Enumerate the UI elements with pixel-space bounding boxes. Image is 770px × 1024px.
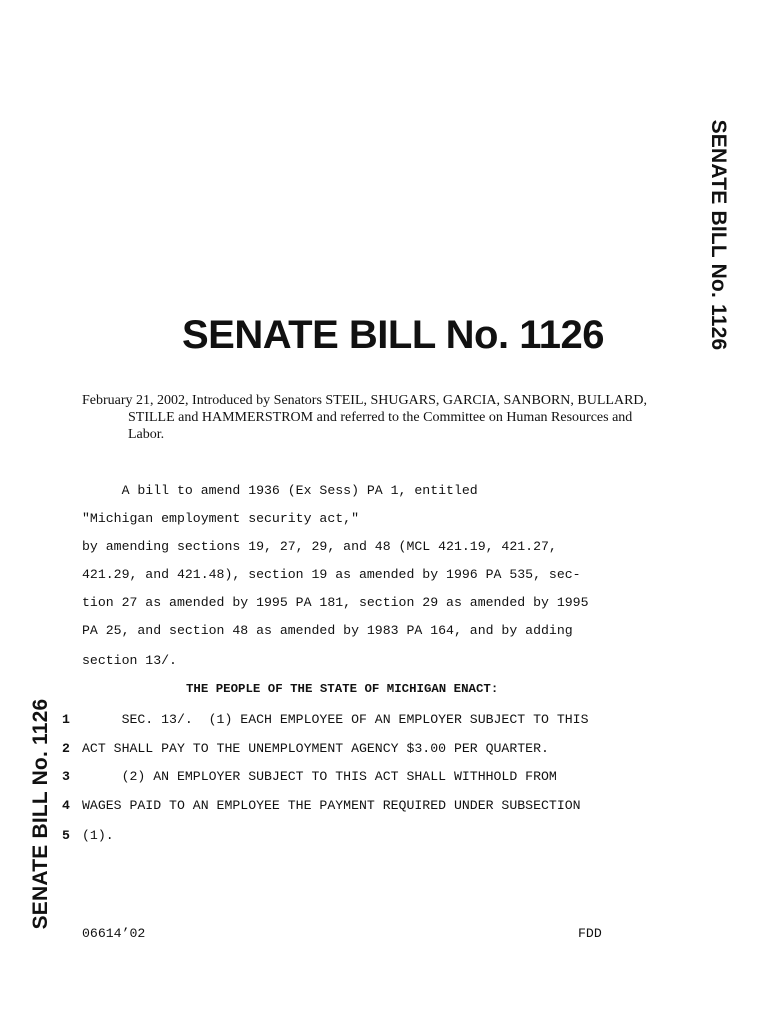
bill-text-line: 421.29, and 421.48), section 19 as amended by 1996 PA 535, sec- <box>82 567 581 582</box>
enacted-line: (1). <box>82 828 114 843</box>
enacted-line: ACT SHALL PAY TO THE UNEMPLOYMENT AGENCY $3.00 PER QUARTER. <box>82 741 549 756</box>
bill-title: SENATE BILL No. 1126 <box>182 313 604 357</box>
footer-drafter-initials: FDD <box>578 926 602 941</box>
line-number: 3 <box>62 769 70 784</box>
bill-text-line: A bill to amend 1936 (Ex Sess) PA 1, entitled <box>82 483 478 498</box>
bill-text-line: "Michigan employment security act," <box>82 511 359 526</box>
side-label-right: SENATE BILL No. 1126 <box>707 119 730 351</box>
bill-text-line: by amending sections 19, 27, 29, and 48 (MCL 421.19, 421.27, <box>82 539 557 554</box>
enacted-line: (2) AN EMPLOYER SUBJECT TO THIS ACT SHALL WITHHOLD FROM <box>82 769 557 784</box>
line-number: 2 <box>62 741 70 756</box>
line-number: 5 <box>62 828 70 843</box>
footer-document-code: 06614’02 <box>82 926 146 941</box>
line-number: 4 <box>62 798 70 813</box>
bill-text-line: tion 27 as amended by 1995 PA 181, section 29 as amended by 1995 <box>82 595 589 610</box>
bill-text-line: PA 25, and section 48 as amended by 1983 PA 164, and by adding <box>82 623 573 638</box>
introduction-paragraph: February 21, 2002, Introduced by Senators STEIL, SHUGARS, GARCIA, SANBORN, BULLARD, STILLE and HAMMERSTROM and referred to the Committee on Human Resources and Labor. <box>82 393 648 442</box>
enacted-line: SEC. 13/. (1) EACH EMPLOYEE OF AN EMPLOYER SUBJECT TO THIS <box>82 712 589 727</box>
line-number: 1 <box>62 712 70 727</box>
bill-text-line: section 13/. <box>82 653 177 668</box>
enacted-line: WAGES PAID TO AN EMPLOYEE THE PAYMENT REQUIRED UNDER SUBSECTION <box>82 798 581 813</box>
enacting-clause-heading: THE PEOPLE OF THE STATE OF MICHIGAN ENACT: <box>186 682 499 696</box>
side-label-left: SENATE BILL No. 1126 <box>29 698 52 930</box>
